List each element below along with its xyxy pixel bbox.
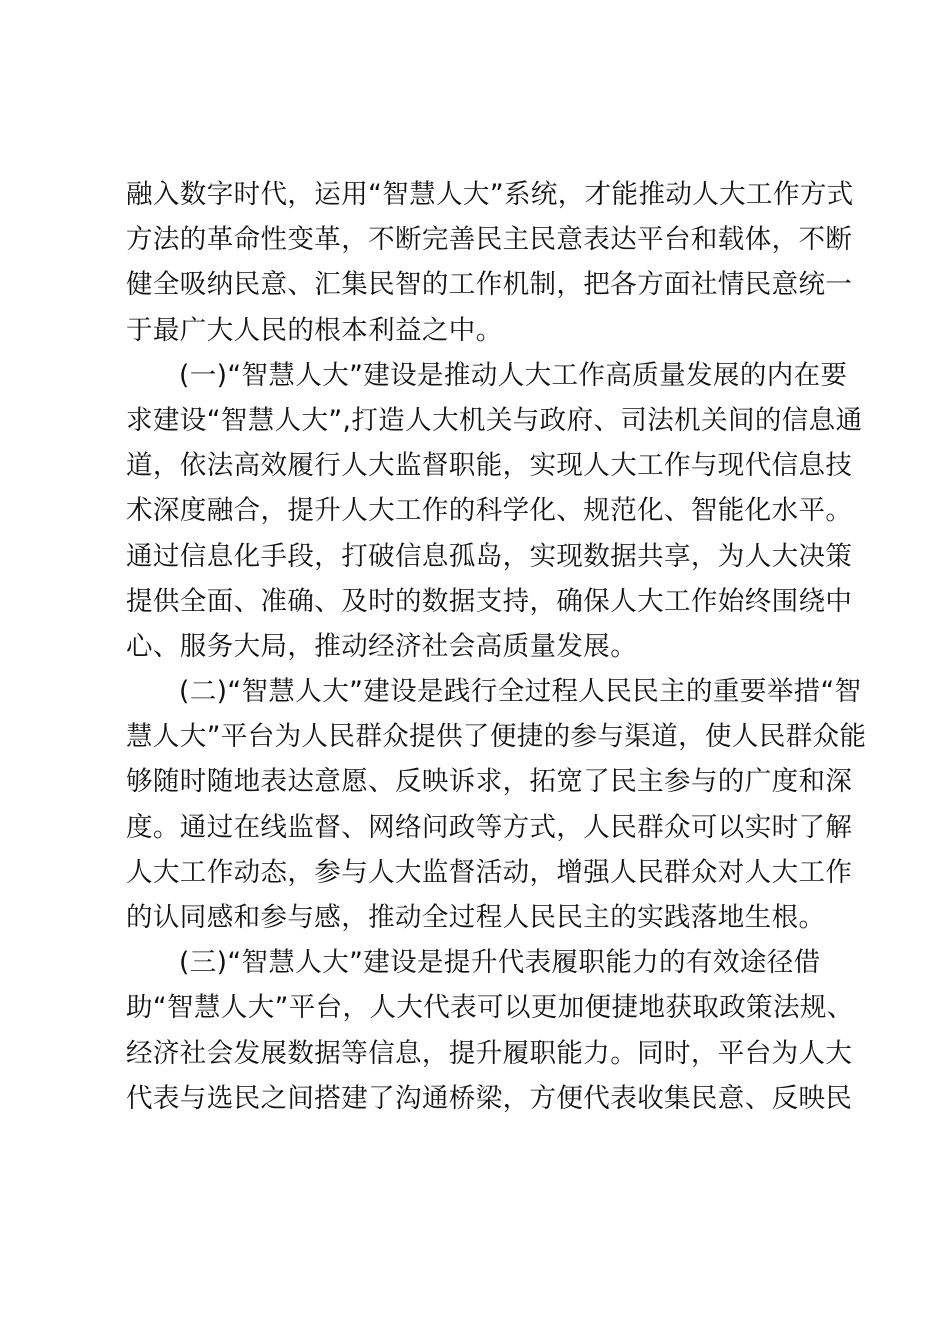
text-line: 助“智慧人大”平台，人大代表可以更加便捷地获取政策法规、	[126, 992, 854, 1024]
text-line: 人大工作动态，参与人大监督活动，增强人民群众对人大工作	[126, 856, 853, 888]
paragraph-section-1	[126, 353, 863, 669]
text-line: (三)“智慧人大”建设是提升代表履职能力的有效途径借	[179, 947, 821, 979]
text-line: (一)“智慧人大”建设是推动人大工作高质量发展的内在要	[179, 359, 848, 391]
text-line: 求建设“智慧人大”,打造人大机关与政府、司法机关间的信息通	[126, 404, 863, 436]
text-line: 经济社会发展数据等信息，提升履职能力。同时，平台为人大	[126, 1037, 853, 1069]
text-line: 代表与选民之间搭建了沟通桥梁，方便代表收集民意、反映民	[126, 1082, 853, 1114]
text-line: (二)“智慧人大”建设是践行全过程人民民主的重要举措“智	[179, 676, 862, 708]
text-line: 方法的革命性变革，不断完善民主民意表达平台和载体，不断	[126, 224, 853, 256]
paragraph-section-2	[126, 669, 867, 940]
text-line: 健全吸纳民意、汇集民智的工作机制，把各方面社情民意统一	[126, 269, 853, 301]
text-line: 道，依法高效履行人大监督职能，实现人大工作与现代信息技	[126, 450, 853, 482]
text-line: 术深度融合，提升人大工作的科学化、规范化、智能化水平。	[126, 495, 853, 527]
text-line: 的认同感和参与感，推动全过程人民民主的实践落地生根。	[126, 902, 826, 933]
text-line: 心、服务大局，推动经济社会高质量发展。	[126, 630, 638, 662]
paragraph-intro	[126, 172, 854, 353]
text-line: 度。通过在线监督、网络问政等方式，人民群众可以实时了解	[126, 811, 853, 843]
text-line: 融入数字时代，运用“智慧人大”系统，才能推动人大工作方式	[126, 179, 854, 210]
text-line: 够随时随地表达意愿、反映诉求，拓宽了民主参与的广度和深	[126, 766, 853, 798]
paragraph-section-3	[126, 940, 854, 1121]
text-line: 提供全面、准确、及时的数据支持，确保人大工作始终围绕中	[126, 585, 853, 617]
document-body	[126, 172, 867, 1121]
text-line: 通过信息化手段，打破信息孤岛，实现数据共享，为人大决策	[126, 540, 853, 572]
text-line: 慧人大”平台为人民群众提供了便捷的参与渠道，使人民群众能	[126, 721, 867, 753]
text-line: 于最广大人民的根本利益之中。	[126, 314, 503, 346]
